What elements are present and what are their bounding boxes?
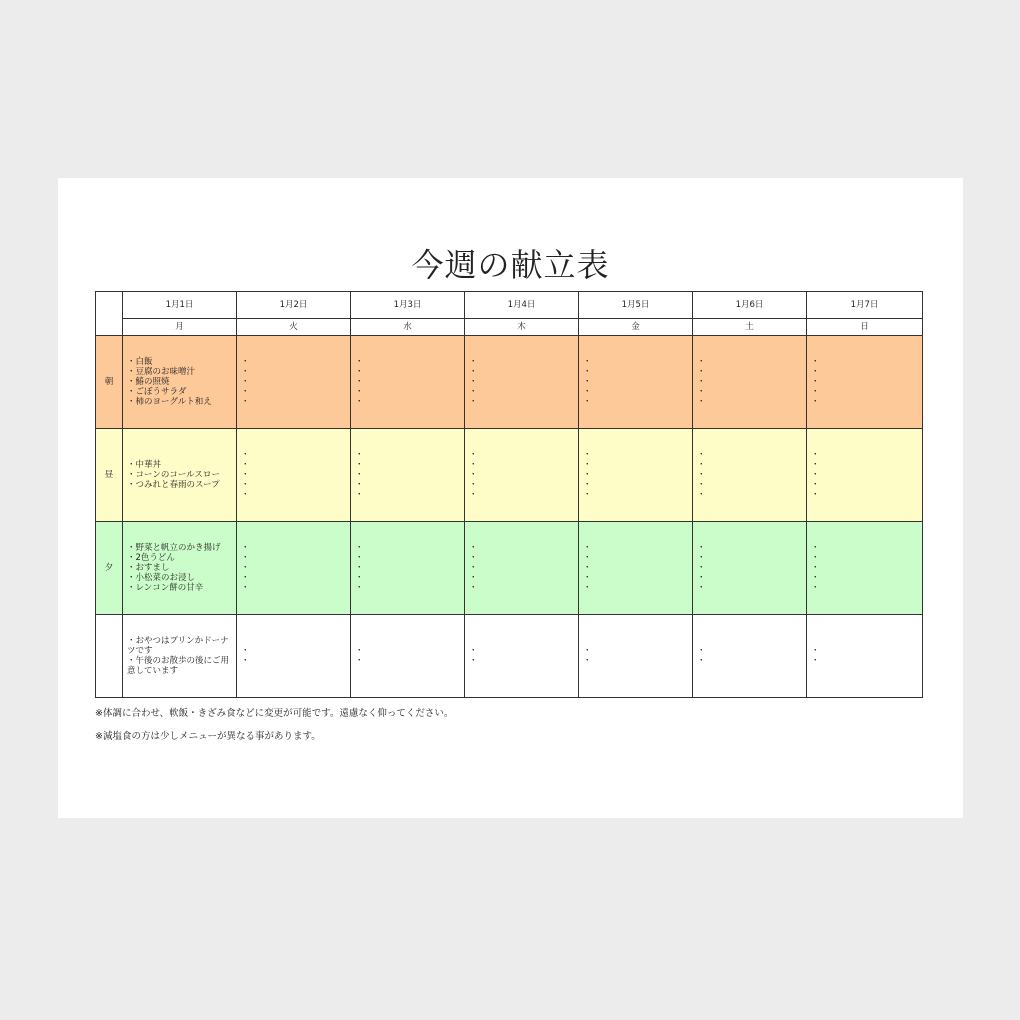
menu-item-placeholder: ・ <box>355 553 364 563</box>
menu-item-placeholder: ・ <box>583 387 592 397</box>
menu-item: ・中華丼 <box>127 460 162 470</box>
menu-item-placeholder: ・ <box>697 646 706 656</box>
weekday-header: 水 <box>351 319 465 336</box>
date-header: 1月6日 <box>693 292 807 319</box>
menu-cell <box>123 336 237 429</box>
corner-cell <box>96 319 123 336</box>
weekday-header-row <box>96 319 923 336</box>
menu-item-placeholder: ・ <box>355 573 364 583</box>
menu-item-placeholder: ・ <box>697 367 706 377</box>
menu-cell <box>807 522 923 615</box>
menu-cell <box>579 615 693 698</box>
menu-item-placeholder: ・ <box>697 470 706 480</box>
menu-item-placeholder: ・ <box>355 397 364 407</box>
menu-item-placeholder: ・ <box>583 480 592 490</box>
date-header: 1月5日 <box>579 292 693 319</box>
menu-item-placeholder: ・ <box>811 357 820 367</box>
menu-cell <box>807 429 923 522</box>
menu-item-placeholder: ・ <box>469 656 478 666</box>
menu-cell <box>237 429 351 522</box>
menu-item-placeholder: ・ <box>355 646 364 656</box>
breakfast-row <box>96 336 923 429</box>
menu-item-placeholder: ・ <box>697 460 706 470</box>
menu-item-placeholder: ・ <box>355 367 364 377</box>
menu-cell <box>693 429 807 522</box>
menu-item-placeholder: ・ <box>811 646 820 656</box>
menu-cell <box>237 522 351 615</box>
menu-cell <box>351 615 465 698</box>
menu-item-placeholder: ・ <box>583 646 592 656</box>
menu-item: ・レンコン餅の甘辛 <box>127 583 204 593</box>
menu-item-placeholder: ・ <box>811 563 820 573</box>
menu-item-placeholder: ・ <box>811 480 820 490</box>
weekday-header: 金 <box>579 319 693 336</box>
menu-cell <box>123 522 237 615</box>
menu-item: ・小松菜のお浸し <box>127 573 196 583</box>
meal-label-snack <box>96 615 123 698</box>
menu-item-placeholder: ・ <box>583 367 592 377</box>
menu-item: ・おやつはプリンかドーナツです <box>127 636 229 656</box>
menu-item-placeholder: ・ <box>355 583 364 593</box>
menu-item-placeholder: ・ <box>811 470 820 480</box>
menu-item-placeholder: ・ <box>697 387 706 397</box>
menu-item-placeholder: ・ <box>469 480 478 490</box>
menu-item-placeholder: ・ <box>697 543 706 553</box>
menu-item-placeholder: ・ <box>241 397 250 407</box>
menu-cell <box>693 336 807 429</box>
meal-label-dinner: 夕 <box>96 522 123 615</box>
menu-item-placeholder: ・ <box>241 450 250 460</box>
menu-item-placeholder: ・ <box>355 357 364 367</box>
menu-item: ・豆腐のお味噌汁 <box>127 367 196 377</box>
weekly-menu-table <box>95 291 923 698</box>
menu-item-placeholder: ・ <box>811 490 820 500</box>
menu-item-placeholder: ・ <box>697 450 706 460</box>
menu-item-placeholder: ・ <box>469 357 478 367</box>
menu-cell <box>465 522 579 615</box>
meal-label-breakfast: 朝 <box>96 336 123 429</box>
menu-item-placeholder: ・ <box>355 656 364 666</box>
menu-item-placeholder: ・ <box>355 377 364 387</box>
menu-item-placeholder: ・ <box>241 656 250 666</box>
menu-item-placeholder: ・ <box>241 490 250 500</box>
menu-item-placeholder: ・ <box>469 387 478 397</box>
date-header: 1月2日 <box>237 292 351 319</box>
menu-item-placeholder: ・ <box>697 377 706 387</box>
menu-item-placeholder: ・ <box>469 553 478 563</box>
menu-item-placeholder: ・ <box>583 460 592 470</box>
dinner-row <box>96 522 923 615</box>
menu-cell <box>693 522 807 615</box>
date-header: 1月1日 <box>123 292 237 319</box>
weekday-header: 木 <box>465 319 579 336</box>
menu-cell <box>237 336 351 429</box>
menu-item-placeholder: ・ <box>697 480 706 490</box>
menu-item-placeholder: ・ <box>583 583 592 593</box>
menu-item-placeholder: ・ <box>241 553 250 563</box>
menu-cell <box>579 522 693 615</box>
menu-cell <box>693 615 807 698</box>
date-header: 1月7日 <box>807 292 923 319</box>
menu-item-placeholder: ・ <box>697 583 706 593</box>
menu-cell <box>351 522 465 615</box>
menu-item-placeholder: ・ <box>697 573 706 583</box>
date-header-row <box>96 292 923 319</box>
menu-item-placeholder: ・ <box>583 656 592 666</box>
menu-item-placeholder: ・ <box>697 357 706 367</box>
menu-item-placeholder: ・ <box>811 583 820 593</box>
menu-item-placeholder: ・ <box>469 397 478 407</box>
menu-item: ・つみれと春雨のスープ <box>127 480 220 490</box>
menu-item-placeholder: ・ <box>469 377 478 387</box>
menu-item-placeholder: ・ <box>241 470 250 480</box>
menu-item-placeholder: ・ <box>469 573 478 583</box>
menu-cell <box>123 429 237 522</box>
menu-item-placeholder: ・ <box>241 583 250 593</box>
menu-item-placeholder: ・ <box>697 563 706 573</box>
note-text: ※減塩食の方は少しメニューが異なる事があります。 <box>95 731 321 742</box>
lunch-row <box>96 429 923 522</box>
menu-item-placeholder: ・ <box>811 397 820 407</box>
menu-item-placeholder: ・ <box>241 563 250 573</box>
menu-item-placeholder: ・ <box>583 450 592 460</box>
menu-item: ・野菜と帆立のかき揚げ <box>127 543 221 553</box>
menu-item-placeholder: ・ <box>469 470 478 480</box>
menu-item-placeholder: ・ <box>241 543 250 553</box>
menu-item-placeholder: ・ <box>697 490 706 500</box>
menu-item-placeholder: ・ <box>811 573 820 583</box>
snack-row <box>96 615 923 698</box>
menu-item-placeholder: ・ <box>241 377 250 387</box>
menu-cell <box>807 615 923 698</box>
menu-item-placeholder: ・ <box>811 460 820 470</box>
menu-item: ・午後のお散歩の後にご用意しています <box>127 656 230 676</box>
menu-cell <box>237 615 351 698</box>
menu-cell <box>807 336 923 429</box>
menu-item-placeholder: ・ <box>583 470 592 480</box>
note-text: ※体調に合わせ、軟飯・きざみ食などに変更が可能です。遠慮なく仰ってください。 <box>95 708 454 719</box>
menu-item-placeholder: ・ <box>583 573 592 583</box>
menu-item-placeholder: ・ <box>469 460 478 470</box>
menu-item-placeholder: ・ <box>583 553 592 563</box>
weekday-header: 土 <box>693 319 807 336</box>
meal-label-lunch: 昼 <box>96 429 123 522</box>
menu-item-placeholder: ・ <box>811 553 820 563</box>
menu-item-placeholder: ・ <box>355 450 364 460</box>
menu-item-placeholder: ・ <box>811 387 820 397</box>
menu-item-placeholder: ・ <box>241 480 250 490</box>
menu-item: ・コーンのコールスロー <box>127 470 220 480</box>
menu-item-placeholder: ・ <box>241 460 250 470</box>
menu-item: ・鰆の照焼 <box>127 377 170 387</box>
corner-cell <box>96 292 123 319</box>
notes <box>95 702 453 748</box>
menu-cell <box>351 336 465 429</box>
menu-item-placeholder: ・ <box>697 553 706 563</box>
menu-item-placeholder: ・ <box>355 490 364 500</box>
menu-sheet <box>58 178 963 818</box>
menu-cell <box>351 429 465 522</box>
weekday-header: 日 <box>807 319 923 336</box>
date-header: 1月3日 <box>351 292 465 319</box>
menu-item-placeholder: ・ <box>355 387 364 397</box>
weekday-header: 火 <box>237 319 351 336</box>
menu-item: ・柿のヨーグルト和え <box>127 397 212 407</box>
date-header: 1月4日 <box>465 292 579 319</box>
menu-item-placeholder: ・ <box>469 490 478 500</box>
menu-item-placeholder: ・ <box>355 563 364 573</box>
menu-item-placeholder: ・ <box>811 543 820 553</box>
menu-item-placeholder: ・ <box>469 450 478 460</box>
menu-cell <box>579 336 693 429</box>
menu-item: ・おすまし <box>127 563 170 573</box>
menu-item: ・白飯 <box>127 357 153 367</box>
weekday-header: 月 <box>123 319 237 336</box>
page-title: 今週の献立表 <box>411 246 610 284</box>
menu-item-placeholder: ・ <box>355 480 364 490</box>
menu-item-placeholder: ・ <box>811 367 820 377</box>
menu-item-placeholder: ・ <box>469 563 478 573</box>
menu-item-placeholder: ・ <box>241 357 250 367</box>
menu-cell <box>465 615 579 698</box>
menu-item-placeholder: ・ <box>583 357 592 367</box>
menu-item-placeholder: ・ <box>241 573 250 583</box>
menu-item-placeholder: ・ <box>355 543 364 553</box>
menu-item-placeholder: ・ <box>583 490 592 500</box>
menu-item-placeholder: ・ <box>355 470 364 480</box>
menu-item: ・ごぼうサラダ <box>127 387 187 397</box>
menu-item-placeholder: ・ <box>241 367 250 377</box>
menu-cell <box>465 429 579 522</box>
menu-item-placeholder: ・ <box>583 397 592 407</box>
menu-item-placeholder: ・ <box>583 563 592 573</box>
menu-cell <box>465 336 579 429</box>
menu-item-placeholder: ・ <box>469 367 478 377</box>
menu-cell <box>123 615 237 698</box>
menu-item-placeholder: ・ <box>811 377 820 387</box>
menu-item-placeholder: ・ <box>355 460 364 470</box>
menu-item-placeholder: ・ <box>811 656 820 666</box>
menu-item: ・2色うどん <box>127 553 175 563</box>
menu-item-placeholder: ・ <box>583 543 592 553</box>
menu-item-placeholder: ・ <box>241 646 250 656</box>
menu-item-placeholder: ・ <box>811 450 820 460</box>
menu-item-placeholder: ・ <box>469 583 478 593</box>
menu-item-placeholder: ・ <box>469 543 478 553</box>
menu-item-placeholder: ・ <box>583 377 592 387</box>
menu-cell <box>579 429 693 522</box>
menu-item-placeholder: ・ <box>241 387 250 397</box>
menu-item-placeholder: ・ <box>469 646 478 656</box>
menu-item-placeholder: ・ <box>697 656 706 666</box>
menu-item-placeholder: ・ <box>697 397 706 407</box>
